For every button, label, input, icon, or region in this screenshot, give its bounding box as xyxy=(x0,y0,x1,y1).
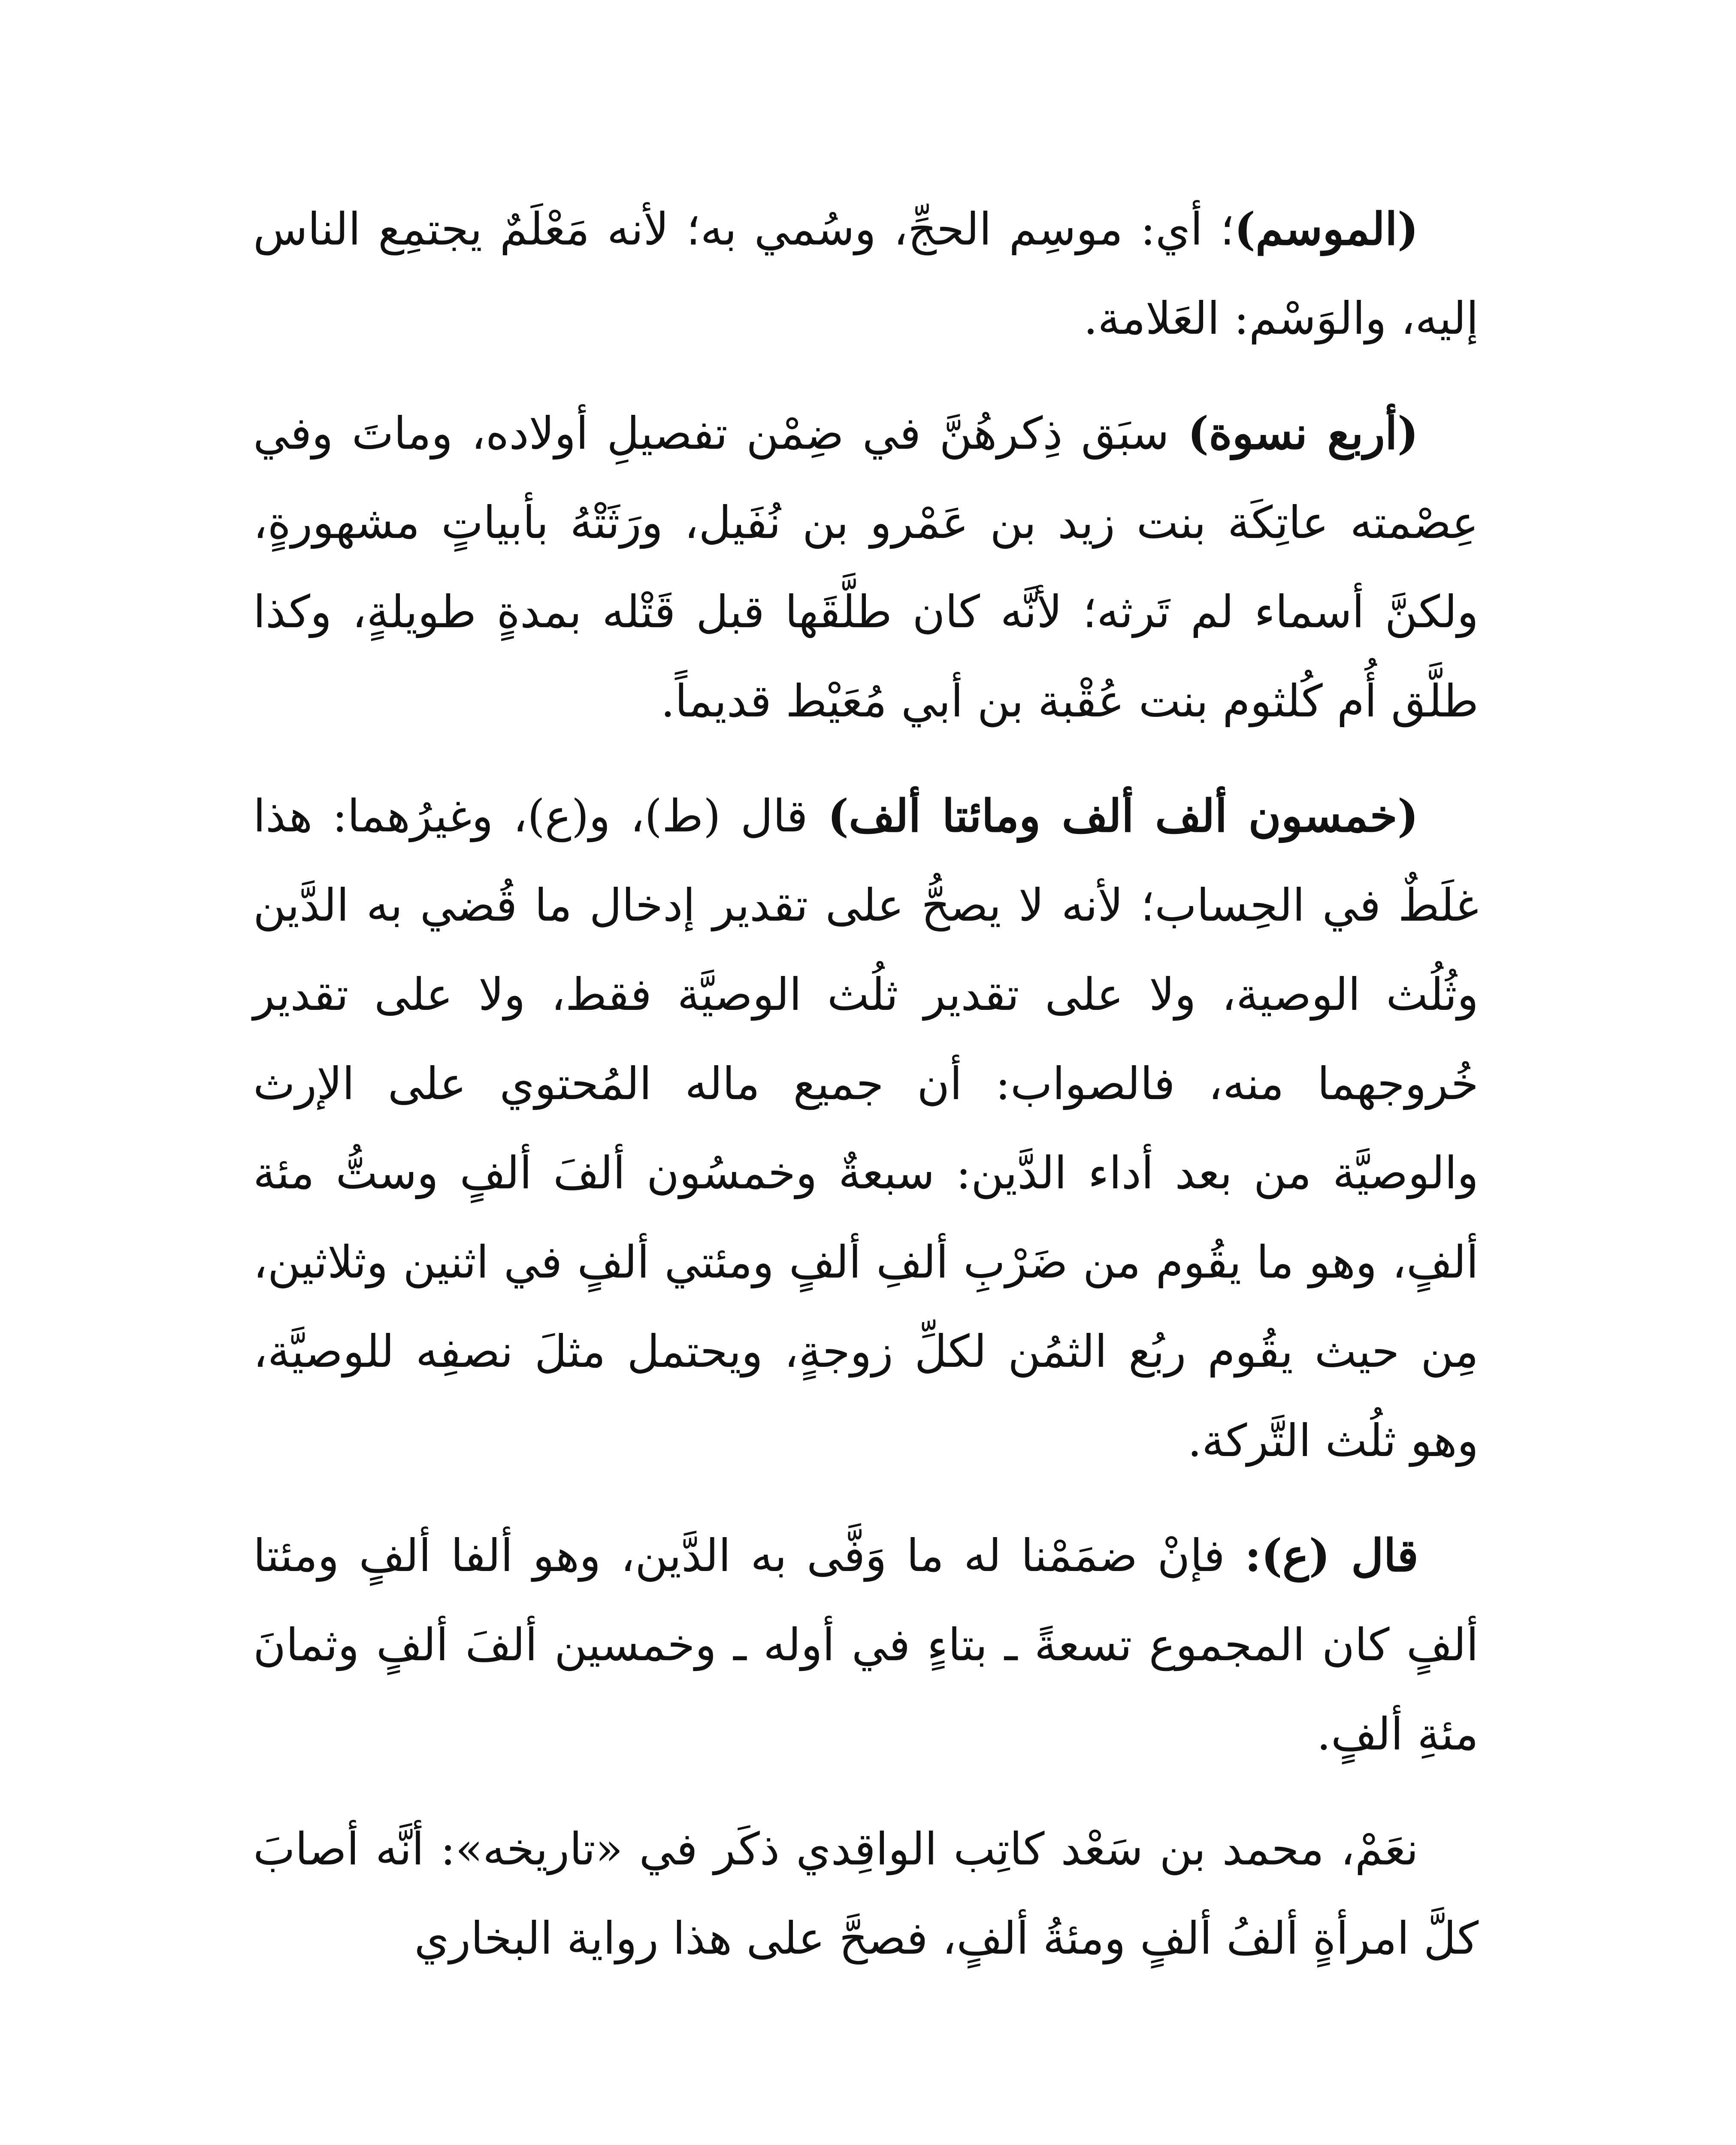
lemma-khamsun-alf: (خمسون ألف ألف ومائتا ألف) xyxy=(827,789,1418,842)
paragraph-qal-ain xyxy=(253,1511,1479,1779)
paragraph-text: قال (ط)، و(ع)، وغيرُهما: هذا غلَطٌ في الحِساب؛ لأنه لا يصحُّ على تقدير إدخال ما قُضي به الدَّين وثُلُث الوصية، ولا على تقدير ثلُث الوصيَّة فقط، ولا على تقدير خُروجهما منه، فالصواب: أن جميع ماله المُحتوي على الإرث والوصيَّة من بعد أداء الدَّين: سبعةٌ وخمسُون ألفَ ألفٍ وستُّ مئة ألفٍ، وهو ما يقُوم من ضَرْبِ ألفِ ألفٍ ومئتي ألفٍ في اثنين وثلاثين، مِن حيث يقُوم ربُع الثمُن لكلِّ زوجةٍ، ويحتمل مثلَ نصفِه للوصيَّة، وهو ثلُث التَّركة. xyxy=(253,790,1479,1467)
paragraph-arba-niswa xyxy=(253,389,1479,746)
paragraph-text: سبَق ذِكرهُنَّ في ضِمْن تفصيلِ أولاده، وماتَ وفي عِصْمته عاتِكَة بنت زيد بن عَمْرو بن نُفَيل، ورَثَتْهُ بأبياتٍ مشهورةٍ، ولكنَّ أسماء لم تَرثه؛ لأنَّه كان طلَّقَها قبل قَتْله بمدةٍ طويلةٍ، وكذا طلَّق أُم كُلثوم بنت عُقْبة بن أبي مُعَيْط قديماً. xyxy=(253,407,1479,727)
paragraph-khamsun-alf xyxy=(253,771,1479,1485)
page-body xyxy=(253,184,1479,2009)
lemma-mawsim: (الموسم) xyxy=(1234,202,1418,255)
paragraph-text: ؛ أي: موسِم الحجِّ، وسُمي به؛ لأنه مَعْلَمٌ يجتمِع الناس إليه، والوَسْم: العَلامة. xyxy=(253,203,1479,344)
paragraph-text: فإنْ ضمَمْنا له ما وَفَّى به الدَّين، وهو ألفا ألفٍ ومئتا ألفٍ كان المجموع تسعةً ـ بتاءٍ في أوله ـ وخمسين ألفَ ألفٍ وثمانَ مئةِ ألفٍ. xyxy=(253,1529,1479,1760)
paragraph-naam xyxy=(253,1804,1479,1983)
lemma-qal-ain: قال (ع): xyxy=(1245,1529,1419,1582)
paragraph-mawsim xyxy=(253,184,1479,363)
paragraph-text: نعَمْ، محمد بن سَعْد كاتِب الواقِدي ذكَر في «تاريخه»: أنَّه أصابَ كلَّ امرأةٍ ألفُ ألفٍ ومئةُ ألفٍ، فصحَّ على هذا رواية البخاري xyxy=(253,1823,1479,1964)
lemma-arba-niswa: (أربع نسوة) xyxy=(1187,407,1418,459)
